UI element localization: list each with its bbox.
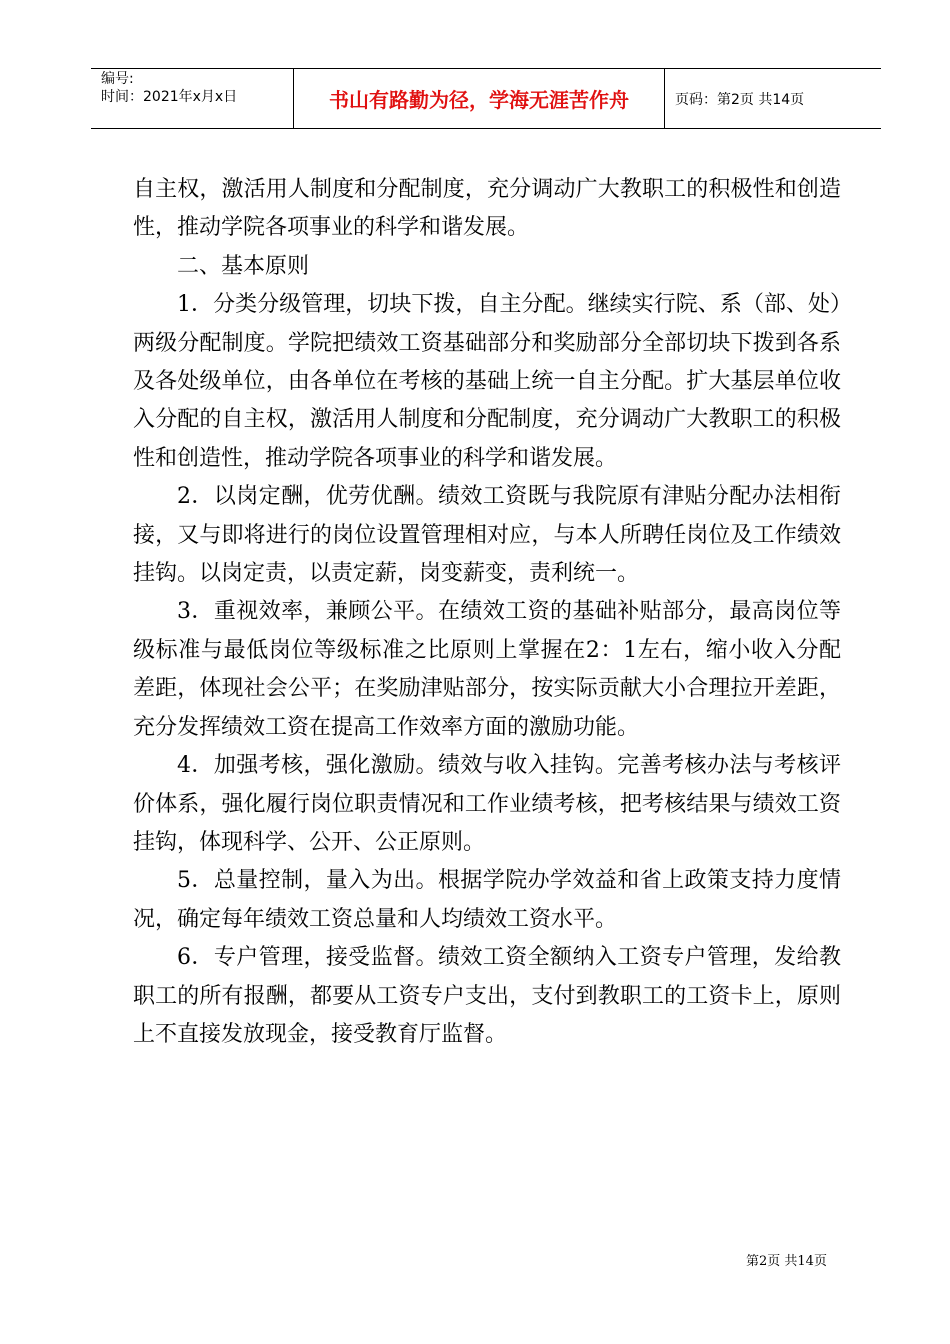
paragraph-continuation: 自主权，激活用人制度和分配制度，充分调动广大教职工的积极性和创造性，推动学院各项事业的科学和谐发展。 xyxy=(133,177,841,241)
principle-5: 5．总量控制，量入为出。根据学院办学效益和省上政策支持力度情况，确定每年绩效工资总量和人均绩效工资水平。 xyxy=(133,868,841,932)
header-top-rule xyxy=(91,68,881,69)
serial-label: 编号: xyxy=(101,71,134,87)
footer-page-number: 第2页 共14页 xyxy=(746,1254,827,1269)
document-body xyxy=(133,171,841,1054)
section-heading-principles: 二、基本原则 xyxy=(177,253,310,279)
time-label: 时间：2021年x月x日 xyxy=(101,89,238,105)
header-divider-left xyxy=(293,68,294,128)
header-bottom-rule xyxy=(91,128,881,129)
header-motto: 书山有路勤为径，学海无涯苦作舟 xyxy=(329,88,629,112)
principle-1: 1．分类分级管理，切块下拨，自主分配。继续实行院、系（部、处）两级分配制度。学院把绩效工资基础部分和奖励部分全部切块下拨到各系及各处级单位，由各单位在考核的基础上统一自主分配。扩大基层单位收入分配的自主权，激活用人制度和分配制度，充分调动广大教职工的积极性和创造性，推动学院各项事业的科学和谐发展。 xyxy=(133,292,841,471)
principle-3: 3．重视效率，兼顾公平。在绩效工资的基础补贴部分，最高岗位等级标准与最低岗位等级标准之比原则上掌握在2：1左右，缩小收入分配差距，体现社会公平；在奖励津贴部分，按实际贡献大小合理拉开差距，充分发挥绩效工资在提高工作效率方面的激励功能。 xyxy=(133,599,841,740)
principle-6: 6．专户管理，接受监督。绩效工资全额纳入工资专户管理，发给教职工的所有报酬，都要从工资专户支出，支付到教职工的工资卡上，原则上不直接发放现金，接受教育厅监督。 xyxy=(133,945,841,1047)
header-page-info: 页码：第2页 共14页 xyxy=(675,92,805,108)
header-divider-right xyxy=(664,68,665,128)
principle-2: 2．以岗定酬，优劳优酬。绩效工资既与我院原有津贴分配办法相衔接，又与即将进行的岗位设置管理相对应，与本人所聘任岗位及工作绩效挂钩。以岗定责，以责定薪，岗变薪变，责利统一。 xyxy=(133,484,841,587)
principle-4: 4．加强考核，强化激励。绩效与收入挂钩。完善考核办法与考核评价体系，强化履行岗位职责情况和工作业绩考核，把考核结果与绩效工资挂钩，体现科学、公开、公正原则。 xyxy=(133,753,841,855)
